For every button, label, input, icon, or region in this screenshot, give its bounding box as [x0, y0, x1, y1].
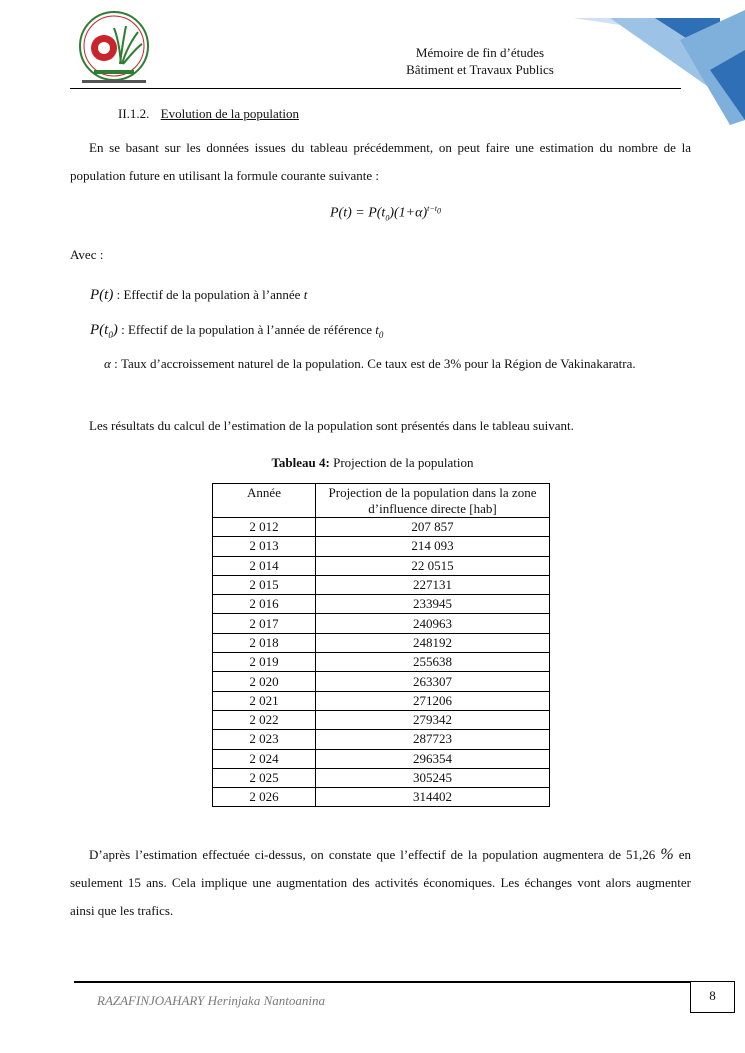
table-body: [213, 518, 550, 807]
table-row: [213, 614, 550, 633]
year-cell: 2 016: [213, 595, 316, 614]
definition-pt: [90, 287, 307, 304]
conclusion-part1: D’après l’estimation effectuée ci-dessus, on constate que l’effectif de la population augmentera de 51,26: [89, 847, 661, 862]
conclusion-percent: %: [660, 846, 674, 863]
pt-var: t: [303, 287, 308, 302]
population-cell: 214 093: [316, 537, 550, 556]
year-cell: 2 014: [213, 556, 316, 575]
footer-author: RAZAFINJOAHARY Herinjaka Nantoanina: [97, 993, 325, 1008]
year-cell: 2 026: [213, 788, 316, 807]
population-cell: 207 857: [316, 518, 550, 537]
population-cell: 240963: [316, 614, 550, 633]
caption-label: Tableau 4:: [271, 455, 330, 470]
pt0-sub: 0: [108, 330, 113, 340]
col-header-projection: Projection de la population dans la zone d’influence directe [hab]: [316, 484, 550, 518]
alpha-text: : Taux d’accroissement naturel de la population. Ce taux est de 3% pour la Région de Vakinakaratra.: [110, 356, 636, 371]
pt0-text: : Effectif de la population à l’année de référence: [117, 322, 376, 337]
header-line-1: Mémoire de fin d’études: [415, 45, 545, 60]
population-cell: 255638: [316, 653, 550, 672]
alpha-symbol: α: [104, 356, 111, 371]
table-row: [213, 749, 550, 768]
table-row: [213, 691, 550, 710]
header-divider: [70, 88, 681, 89]
table-row: [213, 730, 550, 749]
pt0-symbol: P(t: [90, 322, 109, 338]
year-cell: 2 018: [213, 633, 316, 652]
table-header-row: [213, 484, 550, 518]
footer-divider: [74, 981, 690, 983]
table-row: [213, 768, 550, 787]
corner-decoration: [560, 0, 745, 125]
formula-exponent-sub: 0: [436, 206, 441, 216]
year-cell: 2 012: [213, 518, 316, 537]
table-row: [213, 710, 550, 729]
table-row: [213, 788, 550, 807]
formula-rhs: )(1+α): [389, 205, 428, 221]
formula-exponent: t−t: [427, 204, 437, 213]
conclusion-part2: en seulement 15 ans. Cela implique une augmentation des activités économiques. Les échanges vont alors augmenter ainsi que les trafics.: [70, 847, 691, 918]
year-cell: 2 025: [213, 768, 316, 787]
year-cell: 2 022: [213, 710, 316, 729]
definition-pt0: [90, 322, 383, 340]
definition-alpha: [70, 350, 691, 378]
avec-label: Avec :: [70, 247, 104, 262]
table-row: [213, 556, 550, 575]
year-cell: 2 020: [213, 672, 316, 691]
population-cell: 287723: [316, 730, 550, 749]
population-cell: 263307: [316, 672, 550, 691]
page-number: 8: [690, 981, 735, 1013]
table-row: [213, 633, 550, 652]
pt-text: : Effectif de la population à l’année: [113, 287, 304, 302]
population-cell: 227131: [316, 575, 550, 594]
school-logo: [74, 8, 154, 88]
section-number: II.1.2.: [118, 106, 150, 121]
growth-formula: [330, 204, 441, 222]
population-cell: 248192: [316, 633, 550, 652]
table-row: [213, 537, 550, 556]
population-cell: 296354: [316, 749, 550, 768]
population-cell: 233945: [316, 595, 550, 614]
year-cell: 2 019: [213, 653, 316, 672]
table-row: [213, 595, 550, 614]
year-cell: 2 021: [213, 691, 316, 710]
pt0-var: t: [375, 322, 379, 337]
table-caption: [0, 455, 745, 471]
population-table: [212, 483, 550, 807]
population-cell: 271206: [316, 691, 550, 710]
table-row: [213, 653, 550, 672]
formula-lhs: P(t) = P(t: [330, 205, 386, 221]
caption-text: Projection de la population: [329, 455, 474, 470]
col-header-year: Année: [213, 484, 316, 518]
population-cell: 305245: [316, 768, 550, 787]
year-cell: 2 024: [213, 749, 316, 768]
header-line-2: Bâtiment et Travaux Publics: [406, 62, 554, 77]
pt-symbol: P(t): [90, 287, 114, 303]
year-cell: 2 017: [213, 614, 316, 633]
population-cell: 314402: [316, 788, 550, 807]
table-row: [213, 518, 550, 537]
year-cell: 2 013: [213, 537, 316, 556]
section-title: Evolution de la population: [160, 106, 299, 121]
intro-paragraph: En se basant sur les données issues du tableau précédemment, on peut faire une estimation du nombre de la population future en utilisant la formule courante suivante :: [70, 140, 691, 183]
population-cell: 279342: [316, 710, 550, 729]
pt0-var-sub: 0: [378, 330, 384, 340]
results-intro: Les résultats du calcul de l’estimation de la population sont présentés dans le tableau suivant.: [89, 418, 574, 433]
table-row: [213, 575, 550, 594]
year-cell: 2 023: [213, 730, 316, 749]
population-cell: 22 0515: [316, 556, 550, 575]
pt0-close: ): [112, 322, 118, 338]
year-cell: 2 015: [213, 575, 316, 594]
header: [380, 44, 580, 78]
section-heading: [118, 106, 299, 122]
table-row: [213, 672, 550, 691]
formula-sub: 0: [385, 213, 390, 223]
conclusion-paragraph: [70, 841, 691, 925]
